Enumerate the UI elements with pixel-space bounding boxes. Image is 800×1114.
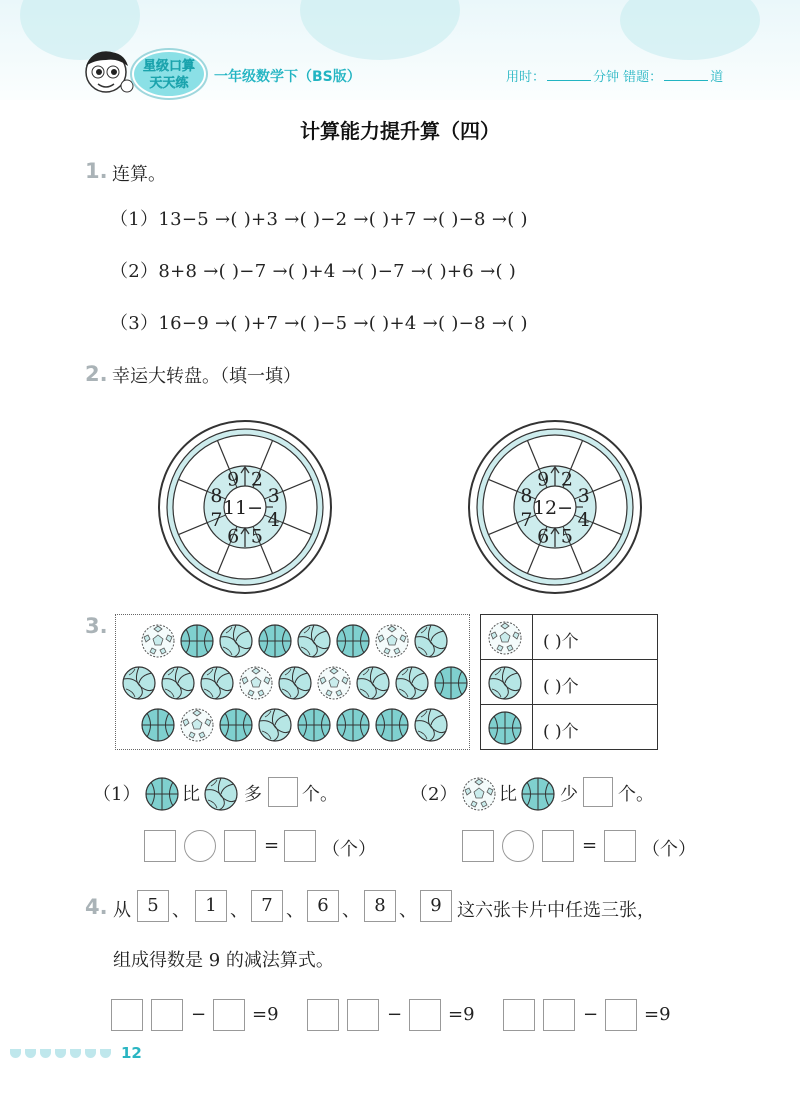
volleyball-icon: [203, 776, 239, 812]
count-row-soccer: [481, 615, 657, 660]
eq1-equals: =: [264, 835, 280, 856]
volleyball-icon: [394, 665, 430, 701]
basketball-icon: [374, 707, 410, 743]
soccer-ball-icon: [140, 623, 176, 659]
basketball-icon: [296, 707, 332, 743]
soccer-ball-icon: [238, 665, 274, 701]
q3-part1-ge: 个。: [302, 784, 338, 805]
q4-prefix: 从: [113, 900, 131, 921]
basketball-icon: [335, 707, 371, 743]
ball-row-3: [140, 707, 452, 743]
wheel-number: 5: [250, 525, 263, 548]
wheel-number: 8: [520, 485, 533, 508]
wheel-number: 2: [250, 468, 263, 491]
volleyball-icon: [277, 665, 313, 701]
eq2-box-1[interactable]: [462, 830, 494, 862]
wheel-number: 7: [520, 508, 533, 531]
q3-part1-more: 多: [244, 784, 262, 805]
eq2-equals: =: [582, 835, 598, 856]
wheel-number: 5: [560, 525, 573, 548]
wheel-number: 2: [560, 468, 573, 491]
page-title: 计算能力提升算（四）: [300, 119, 500, 143]
volleyball-icon: [413, 623, 449, 659]
q3-part1-answer-box[interactable]: [268, 777, 298, 807]
time-label: 用时：: [506, 70, 546, 85]
q3-part1-bi: 比: [182, 784, 200, 805]
card-1: 1: [195, 890, 227, 922]
basketball-icon: [140, 707, 176, 743]
eq1-result-box[interactable]: [284, 830, 316, 862]
q3-part2-answer-box[interactable]: [583, 777, 613, 807]
q1-row-2: （2）8+8 →( )−7 →( )+4 →( )−7 →( )+6 →( ): [110, 261, 517, 282]
q4-eq3-box-1[interactable]: [503, 999, 535, 1031]
q4-eq3-box-2[interactable]: [543, 999, 575, 1031]
balls-box: [115, 614, 470, 750]
soccer-ball-icon: [179, 707, 215, 743]
soccer-ball-icon: [316, 665, 352, 701]
q3-part2-label: （2）: [410, 784, 458, 805]
eq2-unit: （个）: [642, 839, 696, 860]
errors-label: 错题：: [623, 70, 663, 85]
volleyball-icon: [160, 665, 196, 701]
page-number: 12: [121, 1044, 142, 1062]
mascot-icon: [78, 48, 136, 100]
volleyball-icon: [121, 665, 157, 701]
basketball-icon: [433, 665, 469, 701]
basketball-icon: [520, 776, 556, 812]
q4-eq1-box-3[interactable]: [213, 999, 245, 1031]
q4-eq2-minus: −: [387, 1004, 403, 1025]
q1-row-1: （1）13−5 →( )+3 →( )−2 →( )+7 →( )−8 →( ): [110, 209, 528, 230]
ball-row-2: [121, 665, 472, 701]
wheel-number: 3: [267, 485, 280, 508]
eq2-result-box[interactable]: [604, 830, 636, 862]
card-sep: 、: [230, 900, 248, 921]
q4-eq2-box-1[interactable]: [307, 999, 339, 1031]
card-5: 5: [137, 890, 169, 922]
volleyball-icon: [218, 623, 254, 659]
timer-area: [506, 66, 723, 85]
q4-eq2-box-3[interactable]: [409, 999, 441, 1031]
q3-number: 3.: [85, 614, 108, 638]
q4-eq2-result: =9: [448, 1004, 475, 1025]
wheel-number: 6: [537, 525, 550, 548]
eq1-operator-circle[interactable]: [184, 830, 216, 862]
basketball-icon: [218, 707, 254, 743]
wheel-number: 7: [210, 508, 223, 531]
count-basketball[interactable]: ( )个: [543, 722, 579, 742]
count-volleyball[interactable]: ( )个: [543, 677, 579, 697]
card-sep: 、: [172, 900, 190, 921]
q3-part2-bi: 比: [499, 784, 517, 805]
q2-label: 幸运大转盘。（填一填）: [112, 366, 301, 387]
q4-line2: 组成得数是 9 的减法算式。: [113, 950, 334, 971]
eq2-box-2[interactable]: [542, 830, 574, 862]
wheel-center-text: 12−: [532, 497, 574, 519]
basketball-icon: [487, 710, 523, 746]
wheel-number: 4: [267, 508, 280, 531]
q3-part2-ge: 个。: [618, 784, 654, 805]
volleyball-icon: [413, 707, 449, 743]
q4-eq1-minus: −: [191, 1004, 207, 1025]
q4-eq3-minus: −: [583, 1004, 599, 1025]
q2-number: 2.: [85, 362, 108, 386]
count-soccer[interactable]: ( )个: [543, 632, 579, 652]
q3-part2-less: 少: [560, 784, 578, 805]
q4-eq1-result: =9: [252, 1004, 279, 1025]
count-table: [480, 614, 658, 750]
basketball-icon: [257, 623, 293, 659]
lucky-wheel-1: [157, 419, 333, 595]
count-row-volleyball: [481, 660, 657, 705]
brand-badge: [132, 50, 206, 98]
volleyball-icon: [296, 623, 332, 659]
q4-eq3-box-3[interactable]: [605, 999, 637, 1031]
wheel-number: 6: [227, 525, 240, 548]
soccer-ball-icon: [461, 776, 497, 812]
volleyball-icon: [487, 665, 523, 701]
wheel-number: 9: [537, 468, 550, 491]
q4-number: 4.: [85, 895, 108, 919]
basketball-icon: [335, 623, 371, 659]
eq1-box-2[interactable]: [224, 830, 256, 862]
volleyball-icon: [257, 707, 293, 743]
footer: [10, 1044, 142, 1062]
q1-number: 1.: [85, 159, 108, 183]
wheel-number: 8: [210, 485, 223, 508]
eq1-box-1[interactable]: [144, 830, 176, 862]
card-7: 7: [251, 890, 283, 922]
soccer-ball-icon: [374, 623, 410, 659]
wheel-number: 4: [577, 508, 590, 531]
eq2-operator-circle[interactable]: [502, 830, 534, 862]
basketball-icon: [144, 776, 180, 812]
badge-line2: 天天练: [149, 76, 189, 91]
lucky-wheel-2: [467, 419, 643, 595]
volleyball-icon: [355, 665, 391, 701]
card-6: 6: [307, 890, 339, 922]
q1-label: 连算。: [112, 164, 166, 185]
count-row-basketball: [481, 705, 657, 750]
card-sep: 、: [286, 900, 304, 921]
eq1-unit: （个）: [322, 839, 376, 860]
soccer-ball-icon: [487, 620, 523, 656]
wheel-number: 9: [227, 468, 240, 491]
card-sep: 、: [342, 900, 360, 921]
card-8: 8: [364, 890, 396, 922]
wheel-number: 3: [577, 485, 590, 508]
card-sep: 、: [399, 900, 417, 921]
grade-label: 一年级数学下（BS版）: [214, 69, 361, 85]
time-unit: 分钟: [593, 70, 620, 85]
ball-row-1: [140, 623, 452, 659]
errors-blank[interactable]: [664, 71, 708, 81]
q1-row-3: （3）16−9 →( )+7 →( )−5 →( )+4 →( )−8 →( ): [110, 313, 528, 334]
wheel-center-text: 11−: [222, 497, 264, 519]
volleyball-icon: [199, 665, 235, 701]
card-9: 9: [420, 890, 452, 922]
q4-eq2-box-2[interactable]: [347, 999, 379, 1031]
badge-line1: 星级口算: [142, 59, 195, 74]
q4-suffix: 这六张卡片中任选三张，: [457, 900, 655, 921]
errors-unit: 道: [710, 70, 724, 85]
q4-eq3-result: =9: [644, 1004, 671, 1025]
time-blank[interactable]: [547, 71, 591, 81]
basketball-icon: [179, 623, 215, 659]
q3-part1-label: （1）: [93, 784, 141, 805]
q4-eq1-box-2[interactable]: [151, 999, 183, 1031]
q4-eq1-box-1[interactable]: [111, 999, 143, 1031]
